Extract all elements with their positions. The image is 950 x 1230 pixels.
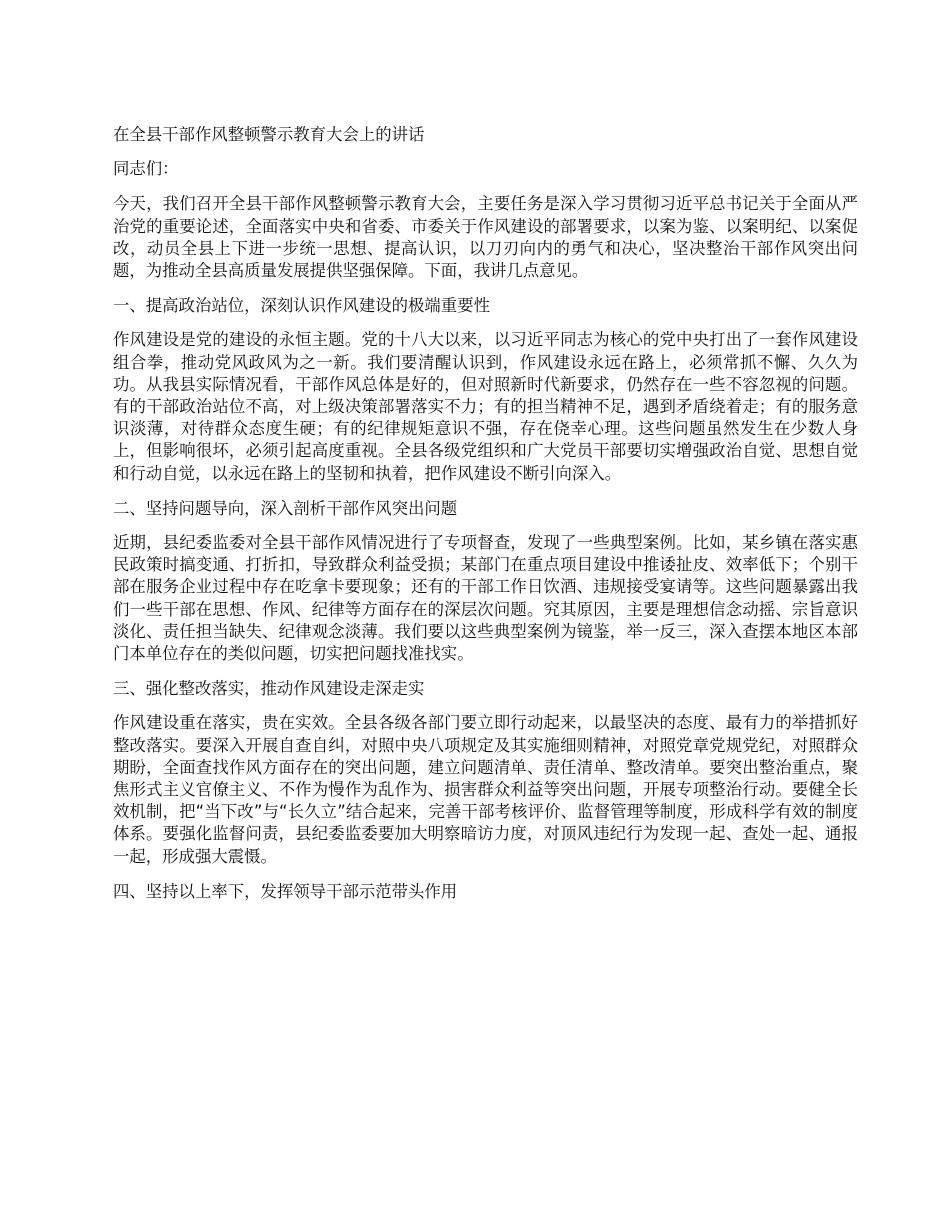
section-body-2: 近期，县纪委监委对全县干部作风情况进行了专项督查，发现了一些典型案例。比如，某乡镇在落实惠民政策时搞变通、打折扣，导致群众利益受损；某部门在重点项目建设中推诿扯皮、效率低下；个别干部在服务企业过程中存在吃拿卡要现象；还有的干部工作日饮酒、违规接受宴请等。这些问题暴露出我们一些干部在思想、作风、纪律等方面存在的深层次问题。究其原因，主要是理想信念动摇、宗旨意识淡化、责任担当缺失、纪律观念淡薄。我们要以这些典型案例为镜鉴，举一反三，深入查摆本地区本部门本单位存在的类似问题，切实把问题找准找实。 bbox=[113, 533, 858, 664]
section-heading-2: 二、坚持问题导向，深入剖析干部作风突出问题 bbox=[113, 498, 458, 518]
intro-paragraph: 今天，我们召开全县干部作风整顿警示教育大会，主要任务是深入学习贯彻习近平总书记关于全面从严治党的重要论述，全面落实中央和省委、市委关于作风建设的部署要求，以案为鉴、以案明纪、以案促改，动员全县上下进一步统一思想、提高认识，以刀刃向内的勇气和决心，坚决整治干部作风突出问题，为推动全县高质量发展提供坚强保障。下面，我讲几点意见。 bbox=[113, 194, 858, 281]
section-heading-4: 四、坚持以上率下，发挥领导干部示范带头作用 bbox=[113, 881, 458, 901]
section-body-3: 作风建设重在落实，贵在实效。全县各级各部门要立即行动起来，以最坚决的态度、最有力的举措抓好整改落实。要深入开展自查自纠，对照中央八项规定及其实施细则精神，对照党章党规党纪，对照群众期盼，全面查找作风方面存在的突出问题，建立问题清单、责任清单、整改清单。要突出整治重点，聚焦形式主义官僚主义、不作为慢作为乱作为、损害群众利益等突出问题，开展专项整治行动。要健全长效机制，把“当下改”与“长久立”结合起来，完善干部考核评价、监督管理等制度，形成科学有效的制度体系。要强化监督问责，县纪委监委要加大明察暗访力度，对顶风违纪行为发现一起、查处一起、通报一起，形成强大震慑。 bbox=[113, 713, 858, 866]
section-heading-3: 三、强化整改落实，推动作风建设走深走实 bbox=[113, 679, 425, 699]
document-title: 在全县干部作风整顿警示教育大会上的讲话 bbox=[113, 125, 425, 144]
section-body-1: 作风建设是党的建设的永恒主题。党的十八大以来，以习近平同志为核心的党中央打出了一套作风建设组合拳，推动党风政风为之一新。我们要清醒认识到，作风建设永远在路上，必须常抓不懈、久久为功。从我县实际情况看，干部作风总体是好的，但对照新时代新要求，仍然存在一些不容忽视的问题。有的干部政治站位不高，对上级决策部署落实不力；有的担当精神不足，遇到矛盾绕着走；有的服务意识淡薄，对待群众态度生硬；有的纪律规矩意识不强，存在侥幸心理。这些问题虽然发生在少数人身上，但影响很坏，必须引起高度重视。全县各级党组织和广大党员干部要切实增强政治自觉、思想自觉和行动自觉，以永远在路上的坚韧和执着，把作风建设不断引向深入。 bbox=[113, 330, 858, 483]
salutation: 同志们： bbox=[113, 159, 179, 179]
section-heading-1: 一、提高政治站位，深刻认识作风建设的极端重要性 bbox=[113, 296, 490, 316]
document-page bbox=[113, 124, 858, 915]
